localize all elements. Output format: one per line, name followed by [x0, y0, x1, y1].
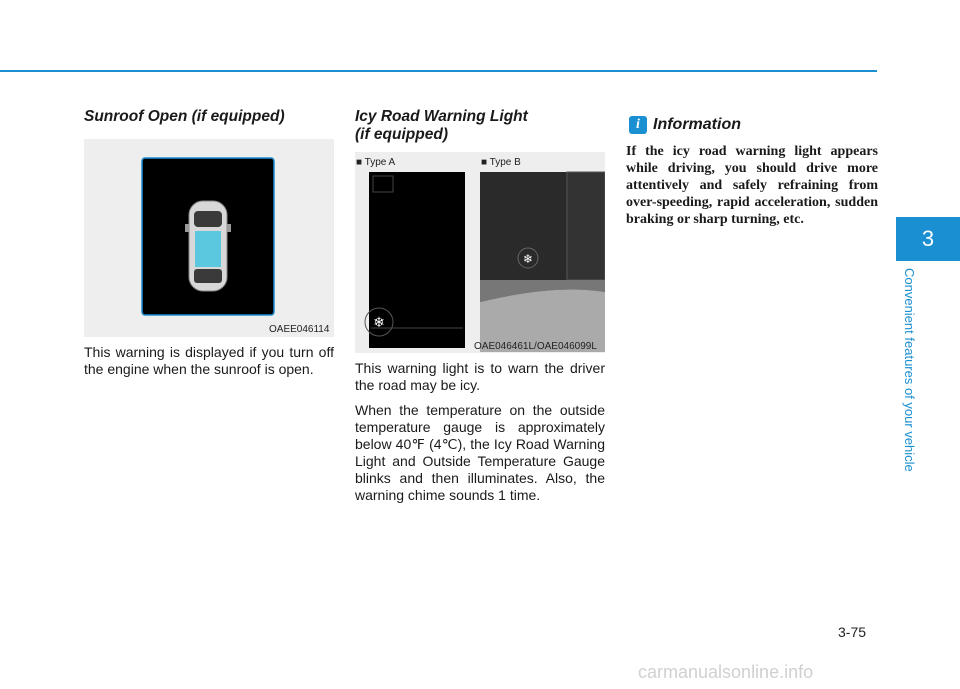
watermark: carmanualsonline.info	[638, 662, 814, 682]
top-rule	[0, 70, 877, 72]
icy-road-para1: This warning light is to warn the driver the road may be icy.	[355, 360, 605, 393]
icy-road-heading-line2: (if equipped)	[355, 126, 448, 143]
type-a-label: ■ Type A	[356, 157, 396, 168]
icy-road-figure-code: OAE046461L/OAE046099L	[474, 341, 597, 352]
section-tab: 3	[896, 217, 960, 261]
sunroof-body: This warning is displayed if you turn off the engine when the sunroof is open.	[84, 344, 334, 377]
snowflake-icon: ❄	[373, 315, 385, 331]
sunroof-figure	[84, 139, 334, 337]
info-body: If the icy road warning light appears while driving, you should drive more attentively and safely refraining from over-speeding, rapid acceleration, sudden braking or sharp turning, etc.	[626, 144, 878, 227]
icy-road-section	[355, 108, 605, 144]
sunroof-illustration	[84, 139, 334, 337]
icy-road-body	[355, 360, 605, 512]
icy-road-figure	[355, 152, 605, 353]
page-number: 3-75	[838, 624, 867, 640]
sunroof-section	[84, 108, 334, 126]
info-title: Information	[653, 116, 741, 133]
icy-road-heading-line1: Icy Road Warning Light	[355, 108, 528, 125]
sunroof-figure-code: OAEE046114	[269, 324, 330, 335]
sunroof-heading: Sunroof Open (if equipped)	[84, 108, 285, 125]
icy-road-illustration	[355, 152, 605, 353]
side-label: Convenient features of your vehicle	[902, 268, 917, 472]
snowflake-icon-b: ❄	[522, 252, 534, 266]
info-icon: i	[629, 116, 647, 134]
type-b-label: ■ Type B	[481, 157, 521, 168]
car-top-icon	[185, 201, 231, 291]
icy-road-para2: When the temperature on the outside temperature gauge is approximately below 40℉ (4℃), the Icy Road Warning Light and Outside Temperature Gauge blinks and then illuminates. Also, the warning chime sounds 1 time.	[355, 402, 605, 503]
